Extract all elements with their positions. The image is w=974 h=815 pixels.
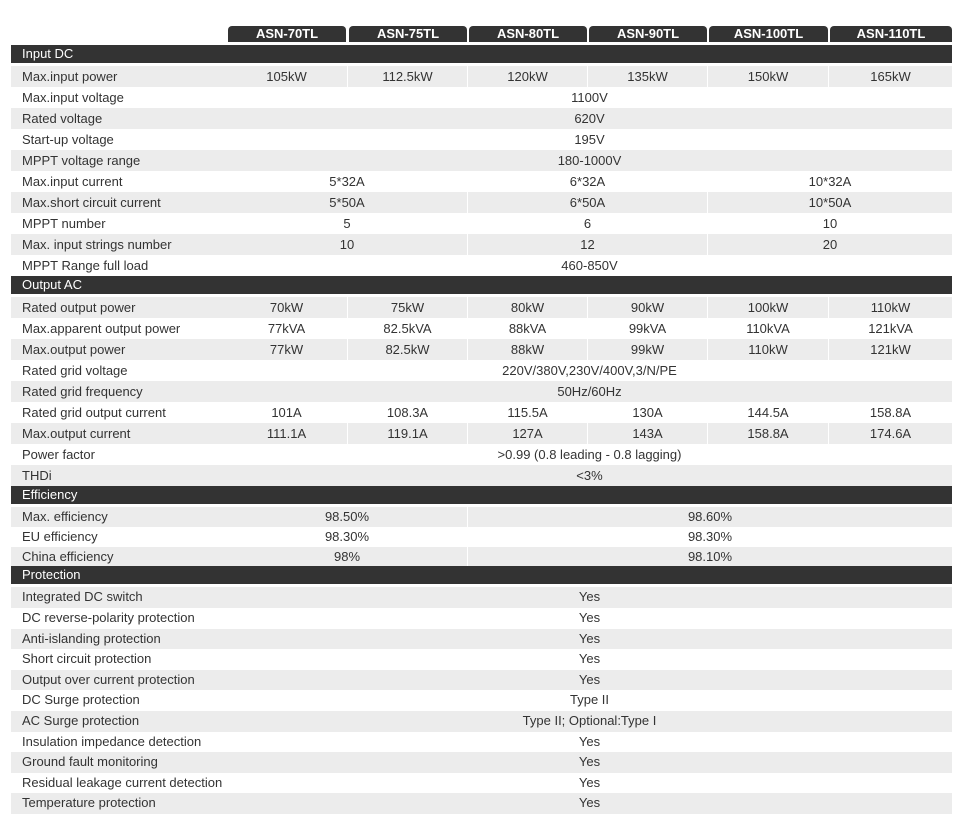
spec-value: Yes xyxy=(578,774,601,790)
column-divider xyxy=(828,297,829,318)
spec-value: 98.10% xyxy=(687,548,733,564)
spec-value: >0.99 (0.8 leading - 0.8 lagging) xyxy=(497,447,682,462)
spec-value: 99kW xyxy=(630,342,665,357)
spec-value: 82.5kVA xyxy=(383,321,432,336)
spec-value: 108.3A xyxy=(386,405,429,420)
column-divider xyxy=(828,423,829,444)
spec-value: <3% xyxy=(576,468,603,483)
spec-value: 10*32A xyxy=(808,174,852,189)
spec-row xyxy=(11,587,952,608)
spec-value: 100kW xyxy=(747,300,789,315)
spec-value: Yes xyxy=(578,754,601,770)
spec-value: 99kVA xyxy=(628,321,667,336)
spec-value: 12 xyxy=(580,237,595,252)
column-divider xyxy=(587,339,588,360)
spec-value: 144.5A xyxy=(747,405,789,420)
spec-label: Max.input power xyxy=(22,69,118,84)
spec-value: 98.60% xyxy=(687,509,733,524)
column-divider xyxy=(467,547,468,567)
column-divider xyxy=(467,192,468,213)
column-divider xyxy=(467,507,468,527)
spec-row xyxy=(11,297,952,318)
spec-value: Yes xyxy=(578,589,601,605)
spec-label: Residual leakage current detection xyxy=(22,774,223,790)
spec-row xyxy=(11,752,952,773)
spec-value: 6*50A xyxy=(569,195,606,210)
section-efficiency: Efficiency xyxy=(11,486,952,504)
spec-value: 130A xyxy=(632,405,663,420)
spec-value: 10 xyxy=(822,216,838,231)
column-divider xyxy=(347,339,348,360)
spec-value: 110kVA xyxy=(746,321,790,336)
spec-value: 110kW xyxy=(870,300,911,315)
spec-row xyxy=(11,171,952,192)
spec-row xyxy=(11,507,952,527)
spec-value: 10*50A xyxy=(808,195,852,210)
spec-row xyxy=(11,360,952,381)
spec-value: 110kW xyxy=(748,342,788,357)
spec-value: 98.30% xyxy=(324,528,370,544)
spec-row xyxy=(11,339,952,360)
spec-label: Ground fault monitoring xyxy=(22,754,158,770)
spec-value: 50Hz/60Hz xyxy=(557,384,622,399)
spec-value: 1100V xyxy=(571,90,608,105)
spec-label: Insulation impedance detection xyxy=(22,733,202,749)
spec-value: 82.5kW xyxy=(385,342,430,357)
spec-row xyxy=(11,444,952,465)
spec-label: DC reverse-polarity protection xyxy=(22,610,195,625)
spec-row xyxy=(11,732,952,753)
spec-value: Type II xyxy=(569,692,610,708)
column-divider xyxy=(347,423,348,444)
spec-row xyxy=(11,547,952,567)
spec-row xyxy=(11,773,952,794)
spec-value: 620V xyxy=(574,111,605,126)
spec-row xyxy=(11,66,952,87)
spec-label: EU efficiency xyxy=(22,528,98,544)
spec-value: 112.5kW xyxy=(382,69,433,84)
spec-value: 121kVA xyxy=(868,321,913,336)
model-header-asn-110tl: ASN-110TL xyxy=(830,26,952,42)
column-divider xyxy=(828,66,829,87)
spec-label: Max. efficiency xyxy=(22,509,108,524)
column-divider xyxy=(707,66,708,87)
spec-row xyxy=(11,649,952,670)
model-header-asn-75tl: ASN-75TL xyxy=(349,26,467,42)
spec-label: Output over current protection xyxy=(22,671,195,687)
spec-value: 165kW xyxy=(870,69,911,84)
spec-label: Power factor xyxy=(22,447,95,462)
spec-label: Anti-islanding protection xyxy=(22,630,161,646)
spec-row xyxy=(11,423,952,444)
column-divider xyxy=(587,297,588,318)
spec-label: Short circuit protection xyxy=(22,651,152,667)
spec-value: 6*32A xyxy=(569,174,606,189)
spec-value: 98.30% xyxy=(687,528,733,544)
spec-value: 75kW xyxy=(390,300,425,315)
spec-value: 98.50% xyxy=(324,509,370,524)
spec-label: Rated grid output current xyxy=(22,405,166,420)
spec-value: 5*50A xyxy=(329,195,365,210)
spec-label: Max.input current xyxy=(22,174,123,189)
spec-value: 20 xyxy=(822,237,838,252)
spec-label: Rated grid frequency xyxy=(22,384,143,399)
spec-value: 127A xyxy=(512,426,543,441)
spec-row xyxy=(11,711,952,732)
spec-value: 220V/380V,230V/400V,3/N/PE xyxy=(502,363,677,378)
column-divider xyxy=(467,234,468,255)
spec-value: 460-850V xyxy=(561,258,618,273)
column-divider xyxy=(467,66,468,87)
spec-row xyxy=(11,234,952,255)
spec-value: 90kW xyxy=(630,300,665,315)
spec-row xyxy=(11,108,952,129)
spec-row xyxy=(11,465,952,486)
spec-value: 5 xyxy=(343,216,351,231)
spec-label: MPPT Range full load xyxy=(22,258,149,273)
spec-label: Start-up voltage xyxy=(22,132,114,147)
spec-label: Max.apparent output power xyxy=(22,321,181,336)
spec-value: 77kVA xyxy=(267,321,306,336)
spec-label: China efficiency xyxy=(22,548,114,564)
spec-value: 80kW xyxy=(510,300,545,315)
spec-label: Max.output current xyxy=(22,426,131,441)
section-input-dc: Input DC xyxy=(11,45,952,63)
spec-label: Max.short circuit current xyxy=(22,195,161,210)
spec-value: 195V xyxy=(574,132,605,147)
spec-row xyxy=(11,608,952,629)
spec-value: 6 xyxy=(583,216,592,231)
section-output-ac: Output AC xyxy=(11,276,952,294)
spec-label: MPPT number xyxy=(22,216,106,231)
spec-label: Max. input strings number xyxy=(22,237,172,252)
spec-value: 158.8A xyxy=(869,405,912,420)
column-divider xyxy=(707,192,708,213)
model-header-asn-90tl: ASN-90TL xyxy=(589,26,707,42)
spec-row xyxy=(11,150,952,171)
spec-value: 101A xyxy=(271,405,302,420)
spec-value: 88kW xyxy=(510,342,545,357)
spec-value: 88kVA xyxy=(508,321,547,336)
column-divider xyxy=(347,66,348,87)
spec-value: 105kW xyxy=(266,69,307,84)
spec-value: Yes xyxy=(578,630,601,646)
spec-value: 135kW xyxy=(627,69,668,84)
spec-value: 10 xyxy=(339,237,355,252)
spec-value: 174.6A xyxy=(869,426,912,441)
section-protection: Protection xyxy=(11,566,952,584)
spec-value: 150kW xyxy=(747,69,789,84)
spec-row xyxy=(11,318,952,339)
spec-label: THDi xyxy=(22,468,52,483)
column-divider xyxy=(707,339,708,360)
spec-value: 158.8A xyxy=(747,426,789,441)
spec-row xyxy=(11,213,952,234)
column-divider xyxy=(467,423,468,444)
spec-row xyxy=(11,670,952,691)
spec-label: Rated grid voltage xyxy=(22,363,128,378)
spec-row xyxy=(11,255,952,276)
spec-value: 180-1000V xyxy=(557,153,622,168)
spec-row xyxy=(11,527,952,547)
spec-label: Rated voltage xyxy=(22,111,103,126)
spec-label: AC Surge protection xyxy=(22,713,140,728)
spec-value: 5*32A xyxy=(329,174,365,189)
spec-value: 77kW xyxy=(269,342,304,357)
spec-label: DC Surge protection xyxy=(22,692,140,708)
spec-row xyxy=(11,87,952,108)
spec-label: Temperature protection xyxy=(22,795,156,811)
column-divider xyxy=(467,339,468,360)
spec-value: Yes xyxy=(578,610,601,625)
spec-value: 120kW xyxy=(507,69,548,84)
model-header-asn-80tl: ASN-80TL xyxy=(469,26,587,42)
spec-value: Yes xyxy=(578,733,601,749)
spec-row xyxy=(11,129,952,150)
spec-row xyxy=(11,793,952,814)
model-header-row xyxy=(228,26,952,43)
spec-value: Yes xyxy=(578,651,601,667)
spec-row xyxy=(11,192,952,213)
spec-row xyxy=(11,381,952,402)
spec-value: Type II; Optional:Type I xyxy=(522,713,657,728)
column-divider xyxy=(467,297,468,318)
column-divider xyxy=(828,339,829,360)
spec-value: 111.1A xyxy=(266,426,307,441)
model-header-asn-70tl: ASN-70TL xyxy=(228,26,346,42)
model-header-asn-100tl: ASN-100TL xyxy=(709,26,828,42)
spec-value: 121kW xyxy=(870,342,911,357)
spec-value: Yes xyxy=(578,795,601,811)
column-divider xyxy=(347,297,348,318)
spec-value: 98% xyxy=(333,548,361,564)
spec-label: Max.input voltage xyxy=(22,90,124,105)
spec-value: 119.1A xyxy=(387,426,428,441)
spec-value: 143A xyxy=(632,426,663,441)
column-divider xyxy=(587,66,588,87)
column-divider xyxy=(707,234,708,255)
spec-value: Yes xyxy=(578,671,601,687)
spec-row xyxy=(11,629,952,650)
column-divider xyxy=(707,297,708,318)
spec-label: Rated output power xyxy=(22,300,136,315)
spec-label: Max.output power xyxy=(22,342,126,357)
spec-label: MPPT voltage range xyxy=(22,153,141,168)
spec-row xyxy=(11,690,952,711)
spec-value: 70kW xyxy=(269,300,304,315)
column-divider xyxy=(707,423,708,444)
spec-value: 115.5A xyxy=(507,405,548,420)
column-divider xyxy=(587,423,588,444)
spec-label: Integrated DC switch xyxy=(22,589,143,605)
spec-row xyxy=(11,402,952,423)
